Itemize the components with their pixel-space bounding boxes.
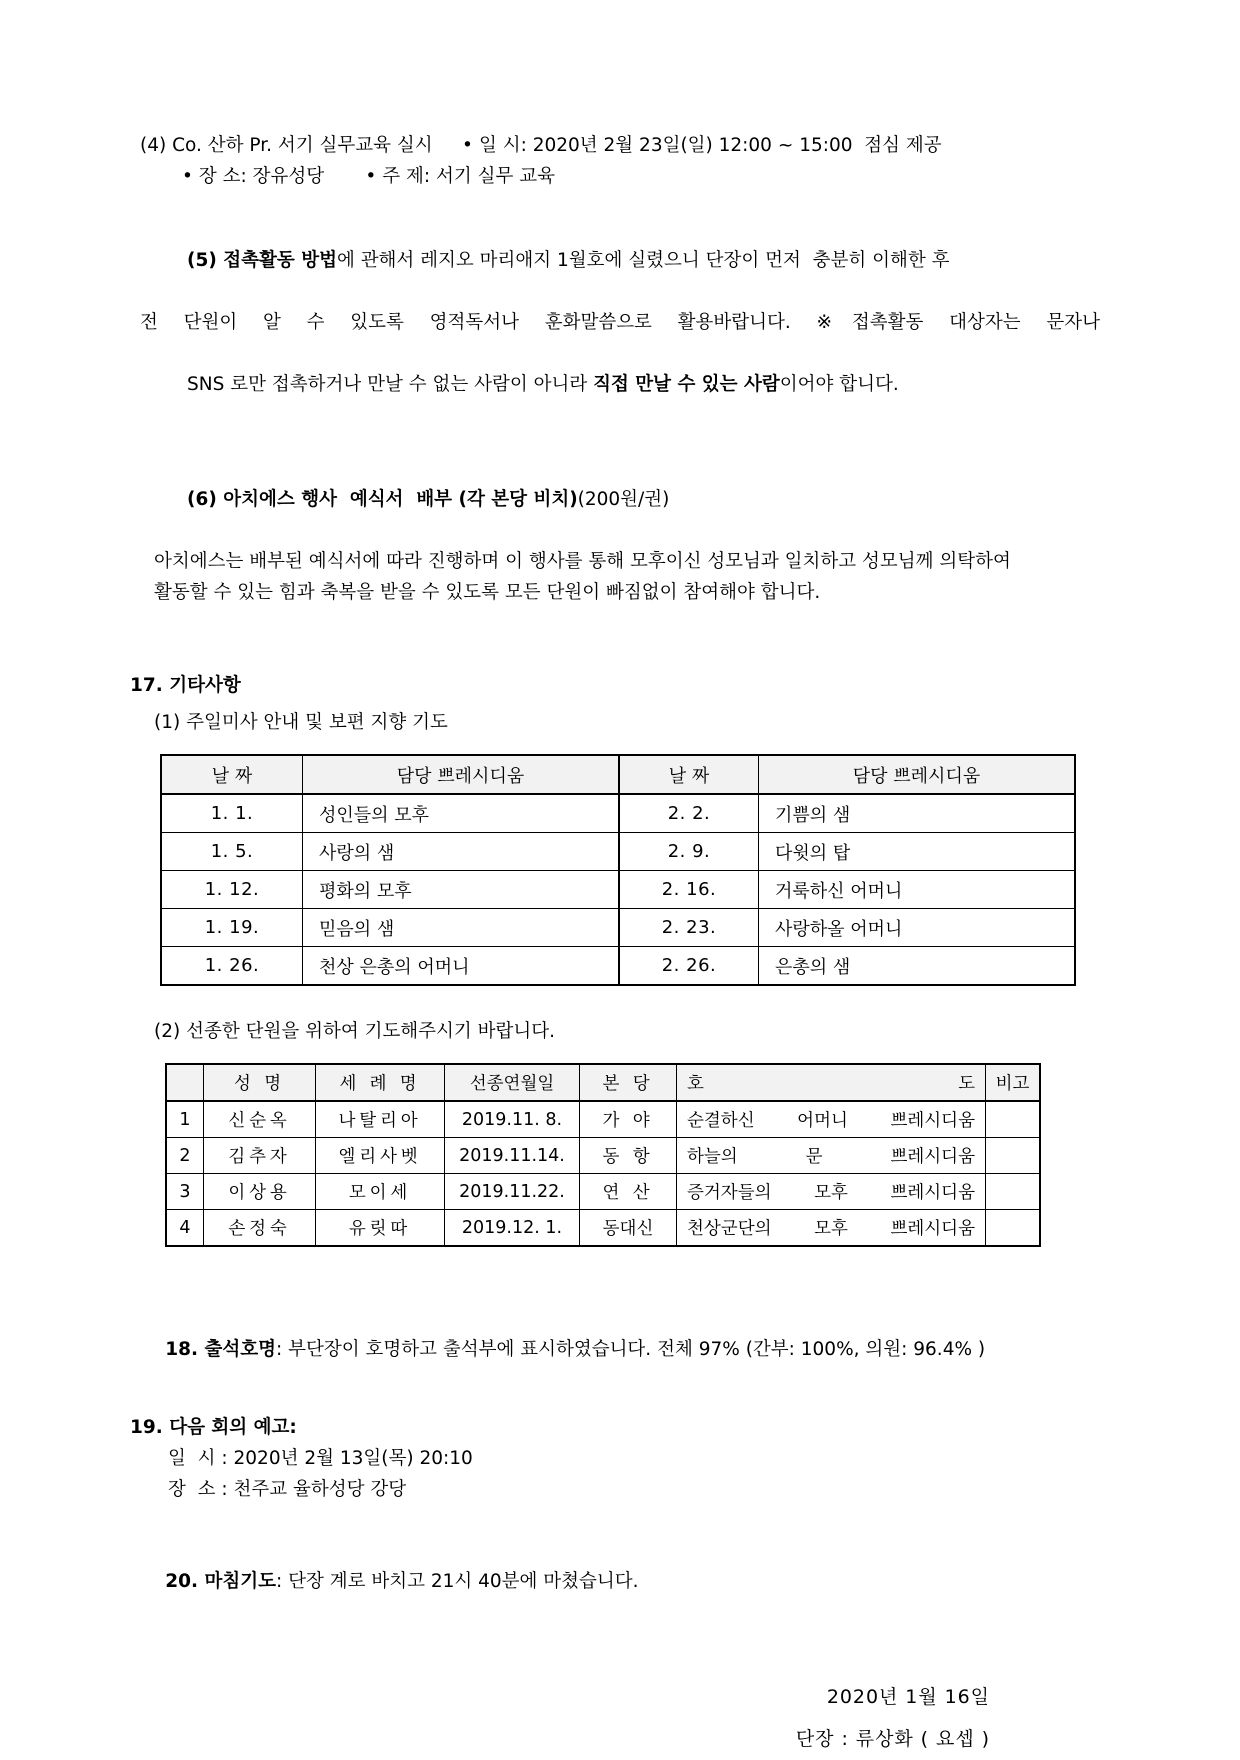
- deceased-header-date: 선종연월일: [445, 1064, 580, 1101]
- deceased-cell-praesidium: 순결하신 어머니 쁘레시디움: [677, 1101, 986, 1138]
- item-5-line-2: 전 단원이 알 수 있도록 영적독서나 훈화말씀으로 활용바랍니다. ※접촉활동 대상자는 문자나: [140, 312, 1100, 333]
- deceased-cell-name: 이상용: [204, 1174, 316, 1210]
- mass-cell-praesidium: 믿음의 샘: [303, 909, 620, 947]
- spacer: [140, 437, 1100, 453]
- document-footer: [140, 1676, 1100, 1760]
- item-5-lead: (5) 접촉활동 방법: [187, 250, 337, 271]
- mass-cell-date: 2. 23.: [619, 909, 759, 947]
- mass-cell-praesidium: 은총의 샘: [759, 947, 1076, 986]
- mass-cell-date: 2. 2.: [619, 794, 759, 833]
- mass-cell-praesidium: 성인들의 모후: [303, 794, 620, 833]
- deceased-cell-date: 2019.11. 8.: [445, 1101, 580, 1138]
- mass-cell-praesidium: 천상 은총의 어머니: [303, 947, 620, 986]
- mass-table-body: [161, 794, 1075, 985]
- item-4-detail-1: • 일 시: 2020년 2월 23일(일) 12:00 ~ 15:00 점심 제공: [462, 130, 942, 161]
- table-header-row: [161, 755, 1075, 794]
- spacer: [140, 1247, 1100, 1303]
- footer-signature: 단장 : 류상화 ( 요셉 ): [795, 1728, 990, 1750]
- deceased-header-baptismal: 세 례 명: [316, 1064, 445, 1101]
- deceased-members-table: [165, 1063, 1041, 1247]
- section-20: [130, 1535, 1100, 1628]
- mass-cell-praesidium: 평화의 모후: [303, 871, 620, 909]
- spacer: [140, 738, 1100, 754]
- item-4: [140, 130, 1100, 192]
- mass-cell-date: 1. 12.: [161, 871, 303, 909]
- mass-table-head: [161, 755, 1075, 794]
- item-5-line-3: [140, 338, 1100, 431]
- item-5: [140, 214, 1100, 431]
- item-4-label: (4) Co. 산하 Pr. 서기 실무교육 실시: [140, 135, 433, 156]
- section-19-where-value: 천주교 율하성당 강당: [233, 1479, 407, 1500]
- item-4-detail-3: • 주 제: 서기 실무 교육: [365, 161, 555, 192]
- table-row: [161, 833, 1075, 871]
- deceased-cell-baptismal: 모이세: [316, 1174, 445, 1210]
- mass-header-praesidium-1: 담당 쁘레시디움: [303, 755, 620, 794]
- deceased-cell-baptismal: 나탈리아: [316, 1101, 445, 1138]
- table-row: [166, 1138, 1040, 1174]
- table-row: [166, 1101, 1040, 1138]
- mass-cell-date: 1. 1.: [161, 794, 303, 833]
- table-row: [166, 1210, 1040, 1247]
- section-17-heading: 17. 기타사항: [130, 675, 241, 696]
- section-19-when-label: 일 시 :: [168, 1448, 228, 1469]
- item-6: [140, 453, 1100, 608]
- spacer: [140, 986, 1100, 1016]
- table-row: [166, 1174, 1040, 1210]
- mass-cell-date: 1. 26.: [161, 947, 303, 986]
- section-18-text: : 부단장이 호명하고 출석부에 표시하였습니다. 전체 97% (간부: 100%, 의원: 96.4% ): [276, 1339, 986, 1360]
- deceased-cell-note: [986, 1210, 1041, 1247]
- mass-header-praesidium-2: 담당 쁘레시디움: [759, 755, 1076, 794]
- item-4-subline: [182, 161, 1100, 192]
- deceased-cell-baptismal: 엘리사벳: [316, 1138, 445, 1174]
- deceased-header-parish: 본 당: [580, 1064, 677, 1101]
- item-4-headline: [140, 130, 1100, 161]
- mass-cell-praesidium: 다윗의 탑: [759, 833, 1076, 871]
- document-content: [130, 130, 1100, 1760]
- deceased-cell-note: [986, 1101, 1041, 1138]
- deceased-cell-baptismal: 유릿따: [316, 1210, 445, 1247]
- spacer: [140, 1047, 1100, 1063]
- deceased-cell-praesidium: 하늘의 문 쁘레시디움: [677, 1138, 986, 1174]
- deceased-cell-no: 3: [166, 1174, 204, 1210]
- section-19-when: [168, 1443, 1100, 1474]
- item-5-line-1-rest: 에 관해서 레지오 마리애지 1월호에 실렸으니 단장이 먼저 충분히 이해한 후: [336, 250, 950, 271]
- item-6-body-2: 활동할 수 있는 힘과 축복을 받을 수 있도록 모든 단원이 빠짐없이 참여해야 합니다.: [154, 582, 821, 603]
- deceased-cell-note: [986, 1138, 1041, 1174]
- table-row: [161, 947, 1075, 986]
- table-row: [161, 794, 1075, 833]
- section-17-sub-2: (2) 선종한 단원을 위하여 기도해주시기 바랍니다.: [154, 1021, 556, 1042]
- deceased-header-note: 비고: [986, 1064, 1041, 1101]
- table-row: [161, 909, 1075, 947]
- deceased-cell-name: 신순옥: [204, 1101, 316, 1138]
- section-20-label: 20. 마침기도: [165, 1571, 276, 1592]
- deceased-table-body: [166, 1101, 1040, 1246]
- mass-cell-date: 1. 19.: [161, 909, 303, 947]
- item-5-line-3c: 이어야 합니다.: [779, 374, 899, 395]
- deceased-cell-name: 손정숙: [204, 1210, 316, 1247]
- section-18: [130, 1303, 1100, 1396]
- deceased-cell-praesidium: 천상군단의 모후 쁘레시디움: [677, 1210, 986, 1247]
- deceased-header-no: [166, 1064, 204, 1101]
- section-19-when-value: 2020년 2월 13일(목) 20:10: [233, 1448, 473, 1469]
- footer-date: 2020년 1월 16일: [826, 1686, 990, 1708]
- spacer: [140, 1505, 1100, 1535]
- deceased-cell-date: 2019.11.22.: [445, 1174, 580, 1210]
- item-6-price: (200원/권): [577, 489, 670, 510]
- deceased-cell-date: 2019.11.14.: [445, 1138, 580, 1174]
- table-header-row: [166, 1064, 1040, 1101]
- item-6-title: (6) 아치에스 행사 예식서 배부 (각 본당 비치): [187, 489, 578, 510]
- mass-cell-praesidium: 사랑하올 어머니: [759, 909, 1076, 947]
- deceased-cell-parish: 동 항: [580, 1138, 677, 1174]
- spacer: [324, 161, 365, 192]
- deceased-cell-name: 김추자: [204, 1138, 316, 1174]
- item-5-line-3b: 직접 만날 수 있는 사람: [593, 374, 780, 395]
- section-19-where-label: 장 소 :: [168, 1479, 228, 1500]
- item-6-headline: [140, 453, 1100, 546]
- section-19-label: 19. 다음 회의 예고:: [130, 1417, 297, 1438]
- deceased-cell-no: 1: [166, 1101, 204, 1138]
- deceased-cell-praesidium: 증거자들의 모후 쁘레시디움: [677, 1174, 986, 1210]
- spacer: [433, 130, 462, 161]
- item-4-detail-2: • 장 소: 장유성당: [182, 161, 324, 192]
- spacer: [140, 614, 1100, 670]
- mass-cell-date: 2. 16.: [619, 871, 759, 909]
- spacer: [140, 1396, 1100, 1412]
- section-19-where: [168, 1474, 1100, 1505]
- mass-cell-date: 2. 9.: [619, 833, 759, 871]
- section-20-text: : 단장 계로 바치고 21시 40분에 마쳤습니다.: [276, 1571, 639, 1592]
- deceased-cell-no: 4: [166, 1210, 204, 1247]
- deceased-cell-parish: 가 야: [580, 1101, 677, 1138]
- spacer: [140, 198, 1100, 214]
- section-18-label: 18. 출석호명: [165, 1339, 276, 1360]
- deceased-header-name: 성 명: [204, 1064, 316, 1101]
- mass-cell-date: 2. 26.: [619, 947, 759, 986]
- deceased-table-head: [166, 1064, 1040, 1101]
- item-5-line-1: [140, 214, 1100, 307]
- mass-cell-praesidium: 거룩하신 어머니: [759, 871, 1076, 909]
- table-row: [161, 871, 1075, 909]
- mass-header-date-2: 날 짜: [619, 755, 759, 794]
- deceased-cell-note: [986, 1174, 1041, 1210]
- deceased-cell-parish: 동대신: [580, 1210, 677, 1247]
- section-17-sub-1: (1) 주일미사 안내 및 보편 지향 기도: [154, 712, 448, 733]
- mass-cell-date: 1. 5.: [161, 833, 303, 871]
- mass-cell-praesidium: 기쁨의 샘: [759, 794, 1076, 833]
- deceased-cell-parish: 연 산: [580, 1174, 677, 1210]
- item-6-body-1: 아치에스는 배부된 예식서에 따라 진행하며 이 행사를 통해 모후이신 성모님과 일치하고 성모님께 의탁하여: [154, 551, 1011, 572]
- mass-cell-praesidium: 사랑의 샘: [303, 833, 620, 871]
- mass-header-date-1: 날 짜: [161, 755, 303, 794]
- deceased-cell-no: 2: [166, 1138, 204, 1174]
- deceased-cell-date: 2019.12. 1.: [445, 1210, 580, 1247]
- item-5-line-3a: SNS 로만 접촉하거나 만날 수 없는 사람이 아니라: [187, 374, 594, 395]
- deceased-header-praesidium: 호 도: [677, 1064, 986, 1101]
- mass-schedule-table: [160, 754, 1076, 986]
